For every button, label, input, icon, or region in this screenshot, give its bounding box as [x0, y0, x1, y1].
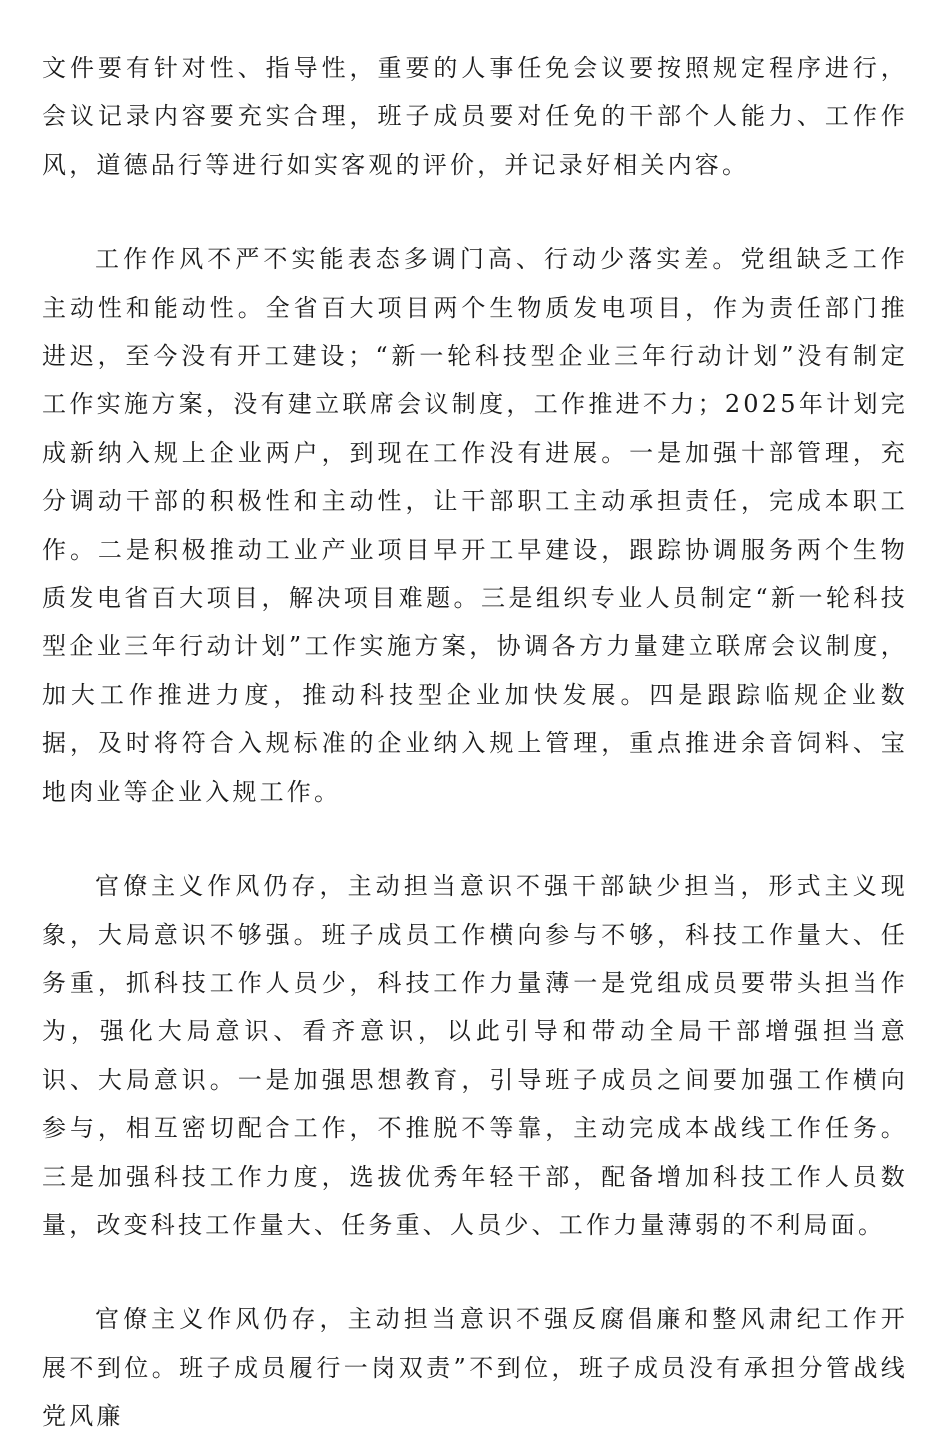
paragraph-2: 工作作风不严不实能表态多调门高、行动少落实差。党组缺乏工作主动性和能动性。全省百大项目两个生物质发电项目，作为责任部门推进迟，至今没有开工建设；“新一轮科技型企业三年行动计划”没有制定工作实施方案，没有建立联席会议制度，工作推进不力；2025年计划完成新纳入规上企业两户，到现在工作没有进展。一是加强十部管理，充分调动干部的积极性和主动性，让干部职工主动承担责任，完成本职工作。二是积极推动工业产业项目早开工早建设，跟踪协调服务两个生物质发电省百大项目，解决项目难题。三是组织专业人员制定“新一轮科技型企业三年行动计划”工作实施方案，协调各方力量建立联席会议制度，加大工作推进力度，推动科技型企业加快发展。四是跟踪临规企业数据，及时将符合入规标准的企业纳入规上管理，重点推进余音饲料、宝地肉业等企业入规工作。 [42, 245, 908, 806]
paragraph-1: 文件要有针对性、指导性，重要的人事任免会议要按照规定程序进行，会议记录内容要充实合理，班子成员要对任免的干部个人能力、工作作风，道德品行等进行如实客观的评价，并记录好相关内容。 [42, 54, 908, 179]
paragraph-3: 官僚主义作风仍存，主动担当意识不强干部缺少担当，形式主义现象，大局意识不够强。班子成员工作横向参与不够，科技工作量大、任务重，抓科技工作人员少，科技工作力量薄一是党组成员要带头担当作为，强化大局意识、看齐意识，以此引导和带动全局干部增强担当意识、大局意识。一是加强思想教育，引导班子成员之间要加强工作横向参与，相互密切配合工作，不推脱不等靠，主动完成本战线工作任务。三是加强科技工作力度，选拔优秀年轻干部，配备增加科技工作人员数量，改变科技工作量大、任务重、人员少、工作力量薄弱的不利局面。 [42, 872, 908, 1239]
document-page [42, 0, 908, 1441]
paragraph-4: 官僚主义作风仍存，主动担当意识不强反腐倡廉和整风肃纪工作开展不到位。班子成员履行一岗双责”不到位，班子成员没有承担分管战线党风廉 [42, 1305, 908, 1431]
